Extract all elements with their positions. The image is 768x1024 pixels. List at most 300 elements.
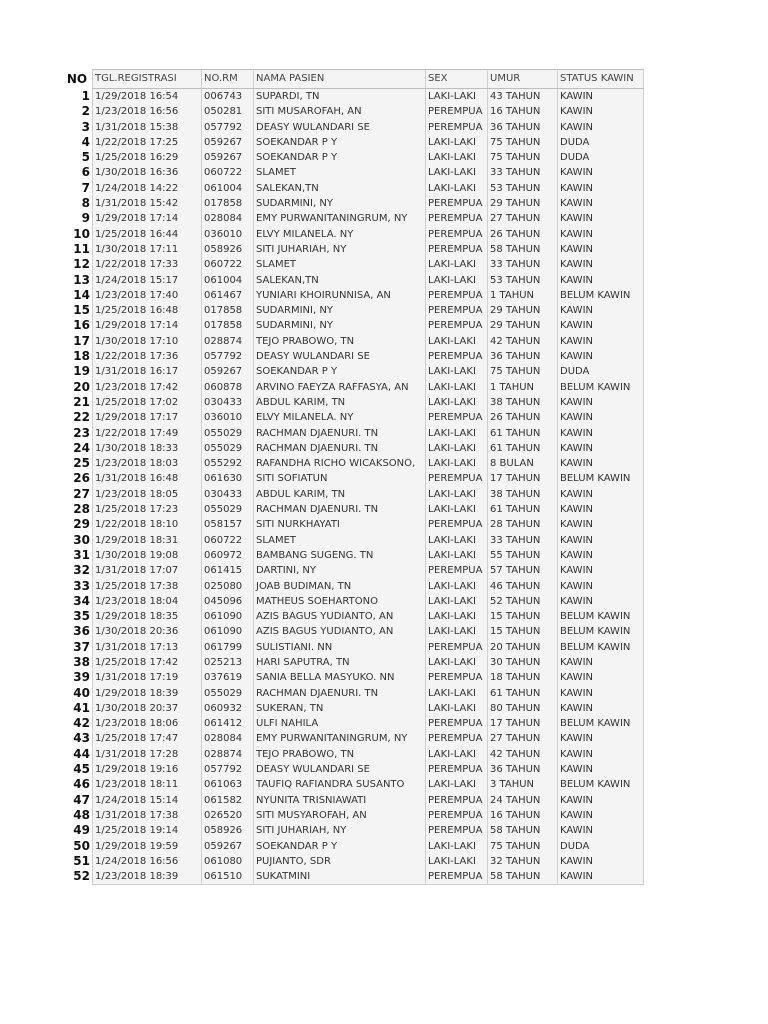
cell-status-kawin: KAWIN bbox=[558, 196, 644, 211]
row-number: 29 bbox=[64, 517, 93, 532]
row-number: 30 bbox=[64, 533, 93, 548]
cell-no-rm: 006743 bbox=[202, 89, 254, 105]
cell-status-kawin: KAWIN bbox=[558, 579, 644, 594]
table-row bbox=[64, 471, 644, 486]
cell-no-rm: 061080 bbox=[202, 854, 254, 869]
cell-tgl-registrasi: 1/22/2018 17:25 bbox=[93, 135, 202, 150]
cell-tgl-registrasi: 1/25/2018 16:29 bbox=[93, 150, 202, 165]
cell-sex: LAKI-LAKI bbox=[426, 364, 488, 379]
cell-tgl-registrasi: 1/30/2018 17:10 bbox=[93, 334, 202, 349]
cell-no-rm: 061004 bbox=[202, 273, 254, 288]
cell-status-kawin: KAWIN bbox=[558, 120, 644, 135]
cell-nama-pasien: ELVY MILANELA. NY bbox=[254, 410, 426, 425]
cell-sex: PEREMPUA bbox=[426, 762, 488, 777]
cell-no-rm: 060932 bbox=[202, 701, 254, 716]
cell-no-rm: 059267 bbox=[202, 364, 254, 379]
cell-tgl-registrasi: 1/31/2018 16:17 bbox=[93, 364, 202, 379]
cell-tgl-registrasi: 1/31/2018 17:19 bbox=[93, 670, 202, 685]
cell-umur: 38 TAHUN bbox=[488, 395, 558, 410]
table-row bbox=[64, 104, 644, 119]
table-row bbox=[64, 165, 644, 180]
cell-nama-pasien: SALEKAN,TN bbox=[254, 273, 426, 288]
cell-tgl-registrasi: 1/31/2018 17:07 bbox=[93, 563, 202, 578]
cell-sex: LAKI-LAKI bbox=[426, 257, 488, 272]
cell-tgl-registrasi: 1/31/2018 17:13 bbox=[93, 640, 202, 655]
row-number: 35 bbox=[64, 609, 93, 624]
cell-status-kawin: KAWIN bbox=[558, 808, 644, 823]
cell-no-rm: 061415 bbox=[202, 563, 254, 578]
cell-no-rm: 026520 bbox=[202, 808, 254, 823]
cell-sex: PEREMPUA bbox=[426, 869, 488, 885]
cell-status-kawin: KAWIN bbox=[558, 655, 644, 670]
cell-sex: LAKI-LAKI bbox=[426, 395, 488, 410]
cell-status-kawin: KAWIN bbox=[558, 211, 644, 226]
cell-sex: LAKI-LAKI bbox=[426, 502, 488, 517]
cell-tgl-registrasi: 1/29/2018 19:16 bbox=[93, 762, 202, 777]
cell-umur: 33 TAHUN bbox=[488, 257, 558, 272]
cell-nama-pasien: SUDARMINI, NY bbox=[254, 196, 426, 211]
cell-nama-pasien: MATHEUS SOEHARTONO bbox=[254, 594, 426, 609]
cell-no-rm: 028874 bbox=[202, 334, 254, 349]
cell-umur: 17 TAHUN bbox=[488, 471, 558, 486]
table-row bbox=[64, 120, 644, 135]
cell-umur: 58 TAHUN bbox=[488, 823, 558, 838]
table-row bbox=[64, 762, 644, 777]
cell-nama-pasien: SITI NURKHAYATI bbox=[254, 517, 426, 532]
table-row bbox=[64, 594, 644, 609]
cell-status-kawin: BELUM KAWIN bbox=[558, 716, 644, 731]
row-number: 38 bbox=[64, 655, 93, 670]
cell-nama-pasien: SLAMET bbox=[254, 533, 426, 548]
cell-nama-pasien: RACHMAN DJAENURI. TN bbox=[254, 441, 426, 456]
row-number: 44 bbox=[64, 747, 93, 762]
cell-tgl-registrasi: 1/30/2018 16:36 bbox=[93, 165, 202, 180]
cell-status-kawin: KAWIN bbox=[558, 456, 644, 471]
cell-nama-pasien: SUDARMINI, NY bbox=[254, 318, 426, 333]
cell-tgl-registrasi: 1/25/2018 16:48 bbox=[93, 303, 202, 318]
cell-nama-pasien: SULISTIANI. NN bbox=[254, 640, 426, 655]
cell-umur: 38 TAHUN bbox=[488, 487, 558, 502]
cell-nama-pasien: SLAMET bbox=[254, 165, 426, 180]
cell-no-rm: 055029 bbox=[202, 426, 254, 441]
row-number: 51 bbox=[64, 854, 93, 869]
cell-tgl-registrasi: 1/23/2018 18:06 bbox=[93, 716, 202, 731]
cell-tgl-registrasi: 1/24/2018 16:56 bbox=[93, 854, 202, 869]
cell-umur: 16 TAHUN bbox=[488, 104, 558, 119]
cell-sex: PEREMPUA bbox=[426, 120, 488, 135]
header-nama-pasien: NAMA PASIEN bbox=[254, 70, 426, 89]
cell-sex: LAKI-LAKI bbox=[426, 150, 488, 165]
cell-sex: LAKI-LAKI bbox=[426, 579, 488, 594]
cell-nama-pasien: TAUFIQ RAFIANDRA SUSANTO bbox=[254, 777, 426, 792]
cell-status-kawin: DUDA bbox=[558, 135, 644, 150]
row-number: 19 bbox=[64, 364, 93, 379]
table-row bbox=[64, 89, 644, 105]
row-number: 31 bbox=[64, 548, 93, 563]
row-number: 22 bbox=[64, 410, 93, 425]
row-number: 25 bbox=[64, 456, 93, 471]
cell-status-kawin: BELUM KAWIN bbox=[558, 777, 644, 792]
cell-tgl-registrasi: 1/31/2018 17:28 bbox=[93, 747, 202, 762]
cell-no-rm: 055029 bbox=[202, 502, 254, 517]
cell-tgl-registrasi: 1/22/2018 17:49 bbox=[93, 426, 202, 441]
cell-umur: 20 TAHUN bbox=[488, 640, 558, 655]
cell-sex: LAKI-LAKI bbox=[426, 777, 488, 792]
cell-no-rm: 060722 bbox=[202, 533, 254, 548]
cell-nama-pasien: RAFANDHA RICHO WICAKSONO, bbox=[254, 456, 426, 471]
cell-status-kawin: KAWIN bbox=[558, 426, 644, 441]
cell-nama-pasien: ELVY MILANELA. NY bbox=[254, 227, 426, 242]
cell-sex: PEREMPUA bbox=[426, 227, 488, 242]
cell-no-rm: 030433 bbox=[202, 395, 254, 410]
cell-nama-pasien: DEASY WULANDARI SE bbox=[254, 349, 426, 364]
cell-umur: 24 TAHUN bbox=[488, 793, 558, 808]
cell-nama-pasien: EMY PURWANITANINGRUM, NY bbox=[254, 731, 426, 746]
cell-umur: 29 TAHUN bbox=[488, 303, 558, 318]
cell-status-kawin: KAWIN bbox=[558, 701, 644, 716]
cell-tgl-registrasi: 1/25/2018 17:02 bbox=[93, 395, 202, 410]
table-row bbox=[64, 563, 644, 578]
row-number: 37 bbox=[64, 640, 93, 655]
cell-sex: LAKI-LAKI bbox=[426, 426, 488, 441]
cell-nama-pasien: SITI JUHARIAH, NY bbox=[254, 242, 426, 257]
cell-no-rm: 036010 bbox=[202, 227, 254, 242]
cell-no-rm: 055029 bbox=[202, 441, 254, 456]
cell-nama-pasien: ULFI NAHILA bbox=[254, 716, 426, 731]
cell-nama-pasien: SOEKANDAR P Y bbox=[254, 839, 426, 854]
cell-umur: 75 TAHUN bbox=[488, 135, 558, 150]
cell-nama-pasien: ABDUL KARIM, TN bbox=[254, 395, 426, 410]
row-number: 40 bbox=[64, 686, 93, 701]
cell-no-rm: 060972 bbox=[202, 548, 254, 563]
cell-status-kawin: KAWIN bbox=[558, 303, 644, 318]
cell-no-rm: 058157 bbox=[202, 517, 254, 532]
cell-tgl-registrasi: 1/31/2018 17:38 bbox=[93, 808, 202, 823]
cell-sex: PEREMPUA bbox=[426, 196, 488, 211]
cell-no-rm: 058926 bbox=[202, 823, 254, 838]
cell-status-kawin: BELUM KAWIN bbox=[558, 288, 644, 303]
cell-umur: 46 TAHUN bbox=[488, 579, 558, 594]
row-number: 12 bbox=[64, 257, 93, 272]
table-row bbox=[64, 579, 644, 594]
table-row bbox=[64, 150, 644, 165]
row-number: 15 bbox=[64, 303, 93, 318]
cell-status-kawin: BELUM KAWIN bbox=[558, 640, 644, 655]
cell-status-kawin: KAWIN bbox=[558, 318, 644, 333]
cell-tgl-registrasi: 1/23/2018 17:40 bbox=[93, 288, 202, 303]
cell-tgl-registrasi: 1/29/2018 18:35 bbox=[93, 609, 202, 624]
cell-nama-pasien: HARI SAPUTRA, TN bbox=[254, 655, 426, 670]
cell-sex: LAKI-LAKI bbox=[426, 89, 488, 105]
row-number: 10 bbox=[64, 227, 93, 242]
cell-nama-pasien: SITI MUSAROFAH, AN bbox=[254, 104, 426, 119]
cell-status-kawin: KAWIN bbox=[558, 854, 644, 869]
cell-status-kawin: KAWIN bbox=[558, 517, 644, 532]
cell-sex: LAKI-LAKI bbox=[426, 686, 488, 701]
table-row bbox=[64, 839, 644, 854]
table-row bbox=[64, 808, 644, 823]
cell-nama-pasien: RACHMAN DJAENURI. TN bbox=[254, 686, 426, 701]
cell-status-kawin: KAWIN bbox=[558, 823, 644, 838]
row-number: 1 bbox=[64, 89, 93, 105]
cell-status-kawin: KAWIN bbox=[558, 441, 644, 456]
cell-no-rm: 025080 bbox=[202, 579, 254, 594]
cell-no-rm: 061799 bbox=[202, 640, 254, 655]
cell-nama-pasien: SOEKANDAR P Y bbox=[254, 135, 426, 150]
cell-status-kawin: KAWIN bbox=[558, 349, 644, 364]
table-row bbox=[64, 334, 644, 349]
cell-nama-pasien: DEASY WULANDARI SE bbox=[254, 120, 426, 135]
cell-status-kawin: KAWIN bbox=[558, 548, 644, 563]
cell-status-kawin: KAWIN bbox=[558, 762, 644, 777]
table-row bbox=[64, 364, 644, 379]
cell-status-kawin: KAWIN bbox=[558, 869, 644, 885]
table-row bbox=[64, 624, 644, 639]
cell-umur: 42 TAHUN bbox=[488, 334, 558, 349]
row-number: 26 bbox=[64, 471, 93, 486]
cell-sex: LAKI-LAKI bbox=[426, 747, 488, 762]
cell-status-kawin: KAWIN bbox=[558, 563, 644, 578]
cell-umur: 33 TAHUN bbox=[488, 165, 558, 180]
row-number: 9 bbox=[64, 211, 93, 226]
cell-status-kawin: KAWIN bbox=[558, 227, 644, 242]
cell-umur: 57 TAHUN bbox=[488, 563, 558, 578]
row-number: 20 bbox=[64, 380, 93, 395]
cell-umur: 16 TAHUN bbox=[488, 808, 558, 823]
cell-tgl-registrasi: 1/25/2018 17:42 bbox=[93, 655, 202, 670]
cell-sex: LAKI-LAKI bbox=[426, 533, 488, 548]
cell-nama-pasien: PUJIANTO, SDR bbox=[254, 854, 426, 869]
cell-nama-pasien: AZIS BAGUS YUDIANTO, AN bbox=[254, 624, 426, 639]
table-row bbox=[64, 181, 644, 196]
row-number: 48 bbox=[64, 808, 93, 823]
cell-tgl-registrasi: 1/29/2018 18:31 bbox=[93, 533, 202, 548]
cell-no-rm: 060878 bbox=[202, 380, 254, 395]
cell-status-kawin: KAWIN bbox=[558, 181, 644, 196]
cell-sex: PEREMPUA bbox=[426, 410, 488, 425]
table-row bbox=[64, 410, 644, 425]
cell-tgl-registrasi: 1/29/2018 17:14 bbox=[93, 318, 202, 333]
cell-no-rm: 059267 bbox=[202, 150, 254, 165]
cell-umur: 61 TAHUN bbox=[488, 426, 558, 441]
cell-tgl-registrasi: 1/23/2018 18:05 bbox=[93, 487, 202, 502]
cell-nama-pasien: SITI JUHARIAH, NY bbox=[254, 823, 426, 838]
table-row bbox=[64, 487, 644, 502]
cell-tgl-registrasi: 1/23/2018 16:56 bbox=[93, 104, 202, 119]
cell-tgl-registrasi: 1/30/2018 18:33 bbox=[93, 441, 202, 456]
cell-sex: PEREMPUA bbox=[426, 104, 488, 119]
cell-tgl-registrasi: 1/29/2018 16:54 bbox=[93, 89, 202, 105]
table-row bbox=[64, 777, 644, 792]
patient-registration-table bbox=[64, 69, 644, 885]
cell-sex: LAKI-LAKI bbox=[426, 165, 488, 180]
row-number: 8 bbox=[64, 196, 93, 211]
table-row bbox=[64, 227, 644, 242]
cell-sex: LAKI-LAKI bbox=[426, 334, 488, 349]
cell-umur: 36 TAHUN bbox=[488, 120, 558, 135]
header-row bbox=[64, 70, 644, 89]
row-number: 16 bbox=[64, 318, 93, 333]
row-number: 50 bbox=[64, 839, 93, 854]
cell-status-kawin: KAWIN bbox=[558, 594, 644, 609]
table-row bbox=[64, 823, 644, 838]
cell-nama-pasien: TEJO PRABOWO, TN bbox=[254, 747, 426, 762]
cell-sex: LAKI-LAKI bbox=[426, 854, 488, 869]
cell-no-rm: 057792 bbox=[202, 120, 254, 135]
cell-no-rm: 045096 bbox=[202, 594, 254, 609]
cell-tgl-registrasi: 1/31/2018 16:48 bbox=[93, 471, 202, 486]
table-header bbox=[64, 70, 644, 89]
table-row bbox=[64, 701, 644, 716]
cell-no-rm: 060722 bbox=[202, 257, 254, 272]
cell-sex: LAKI-LAKI bbox=[426, 181, 488, 196]
table-row bbox=[64, 502, 644, 517]
cell-umur: 30 TAHUN bbox=[488, 655, 558, 670]
row-number: 45 bbox=[64, 762, 93, 777]
cell-tgl-registrasi: 1/25/2018 19:14 bbox=[93, 823, 202, 838]
cell-tgl-registrasi: 1/22/2018 17:36 bbox=[93, 349, 202, 364]
cell-tgl-registrasi: 1/24/2018 14:22 bbox=[93, 181, 202, 196]
row-number: 14 bbox=[64, 288, 93, 303]
cell-sex: PEREMPUA bbox=[426, 303, 488, 318]
row-number: 33 bbox=[64, 579, 93, 594]
cell-nama-pasien: ARVINO FAEYZA RAFFASYA, AN bbox=[254, 380, 426, 395]
cell-tgl-registrasi: 1/31/2018 15:38 bbox=[93, 120, 202, 135]
cell-status-kawin: KAWIN bbox=[558, 257, 644, 272]
cell-status-kawin: KAWIN bbox=[558, 487, 644, 502]
table-row bbox=[64, 288, 644, 303]
cell-umur: 36 TAHUN bbox=[488, 762, 558, 777]
row-number: 34 bbox=[64, 594, 93, 609]
cell-no-rm: 061063 bbox=[202, 777, 254, 792]
cell-umur: 52 TAHUN bbox=[488, 594, 558, 609]
cell-sex: PEREMPUA bbox=[426, 731, 488, 746]
cell-tgl-registrasi: 1/29/2018 17:14 bbox=[93, 211, 202, 226]
row-number: 43 bbox=[64, 731, 93, 746]
row-number: 6 bbox=[64, 165, 93, 180]
cell-status-kawin: DUDA bbox=[558, 364, 644, 379]
cell-tgl-registrasi: 1/23/2018 17:42 bbox=[93, 380, 202, 395]
cell-umur: 75 TAHUN bbox=[488, 364, 558, 379]
cell-status-kawin: BELUM KAWIN bbox=[558, 380, 644, 395]
cell-nama-pasien: SOEKANDAR P Y bbox=[254, 364, 426, 379]
cell-status-kawin: KAWIN bbox=[558, 533, 644, 548]
cell-umur: 58 TAHUN bbox=[488, 869, 558, 885]
cell-status-kawin: KAWIN bbox=[558, 686, 644, 701]
cell-umur: 15 TAHUN bbox=[488, 609, 558, 624]
cell-nama-pasien: DARTINI, NY bbox=[254, 563, 426, 578]
cell-nama-pasien: JOAB BUDIMAN, TN bbox=[254, 579, 426, 594]
table-row bbox=[64, 196, 644, 211]
cell-no-rm: 028084 bbox=[202, 731, 254, 746]
cell-status-kawin: KAWIN bbox=[558, 165, 644, 180]
cell-sex: PEREMPUA bbox=[426, 716, 488, 731]
cell-sex: PEREMPUA bbox=[426, 793, 488, 808]
cell-status-kawin: KAWIN bbox=[558, 395, 644, 410]
header-tgl-registrasi: TGL.REGISTRASI bbox=[93, 70, 202, 89]
table-row bbox=[64, 257, 644, 272]
cell-sex: PEREMPUA bbox=[426, 808, 488, 823]
cell-nama-pasien: SUKATMINI bbox=[254, 869, 426, 885]
cell-sex: PEREMPUA bbox=[426, 670, 488, 685]
table-row bbox=[64, 869, 644, 885]
table-row bbox=[64, 670, 644, 685]
cell-sex: PEREMPUA bbox=[426, 349, 488, 364]
cell-umur: 29 TAHUN bbox=[488, 196, 558, 211]
row-number: 39 bbox=[64, 670, 93, 685]
cell-nama-pasien: AZIS BAGUS YUDIANTO, AN bbox=[254, 609, 426, 624]
table-row bbox=[64, 533, 644, 548]
cell-tgl-registrasi: 1/29/2018 19:59 bbox=[93, 839, 202, 854]
row-number: 11 bbox=[64, 242, 93, 257]
header-no: NO bbox=[64, 70, 93, 89]
table-row bbox=[64, 686, 644, 701]
cell-tgl-registrasi: 1/23/2018 18:04 bbox=[93, 594, 202, 609]
cell-nama-pasien: RACHMAN DJAENURI. TN bbox=[254, 502, 426, 517]
cell-sex: PEREMPUA bbox=[426, 471, 488, 486]
table-row bbox=[64, 303, 644, 318]
cell-nama-pasien: SOEKANDAR P Y bbox=[254, 150, 426, 165]
cell-sex: PEREMPUA bbox=[426, 242, 488, 257]
cell-umur: 61 TAHUN bbox=[488, 502, 558, 517]
cell-nama-pasien: SITI MUSYAROFAH, AN bbox=[254, 808, 426, 823]
cell-status-kawin: KAWIN bbox=[558, 502, 644, 517]
cell-nama-pasien: NYUNITA TRISNIAWATI bbox=[254, 793, 426, 808]
cell-tgl-registrasi: 1/29/2018 17:17 bbox=[93, 410, 202, 425]
cell-tgl-registrasi: 1/24/2018 15:14 bbox=[93, 793, 202, 808]
row-number: 2 bbox=[64, 104, 93, 119]
cell-no-rm: 017858 bbox=[202, 196, 254, 211]
cell-tgl-registrasi: 1/31/2018 15:42 bbox=[93, 196, 202, 211]
cell-nama-pasien: EMY PURWANITANINGRUM, NY bbox=[254, 211, 426, 226]
cell-sex: LAKI-LAKI bbox=[426, 839, 488, 854]
row-number: 7 bbox=[64, 181, 93, 196]
cell-status-kawin: KAWIN bbox=[558, 747, 644, 762]
cell-umur: 75 TAHUN bbox=[488, 150, 558, 165]
table-row bbox=[64, 640, 644, 655]
cell-status-kawin: BELUM KAWIN bbox=[558, 609, 644, 624]
cell-nama-pasien: SUKERAN, TN bbox=[254, 701, 426, 716]
cell-tgl-registrasi: 1/22/2018 18:10 bbox=[93, 517, 202, 532]
cell-sex: LAKI-LAKI bbox=[426, 701, 488, 716]
cell-status-kawin: KAWIN bbox=[558, 273, 644, 288]
cell-tgl-registrasi: 1/30/2018 19:08 bbox=[93, 548, 202, 563]
cell-no-rm: 030433 bbox=[202, 487, 254, 502]
cell-nama-pasien: SALEKAN,TN bbox=[254, 181, 426, 196]
table-row bbox=[64, 349, 644, 364]
cell-no-rm: 061467 bbox=[202, 288, 254, 303]
cell-status-kawin: BELUM KAWIN bbox=[558, 624, 644, 639]
cell-umur: 53 TAHUN bbox=[488, 273, 558, 288]
cell-no-rm: 036010 bbox=[202, 410, 254, 425]
row-number: 47 bbox=[64, 793, 93, 808]
cell-status-kawin: KAWIN bbox=[558, 242, 644, 257]
cell-status-kawin: KAWIN bbox=[558, 104, 644, 119]
cell-tgl-registrasi: 1/25/2018 17:47 bbox=[93, 731, 202, 746]
cell-nama-pasien: SANIA BELLA MASYUKO. NN bbox=[254, 670, 426, 685]
table-row bbox=[64, 380, 644, 395]
cell-status-kawin: KAWIN bbox=[558, 793, 644, 808]
table-row bbox=[64, 731, 644, 746]
cell-umur: 53 TAHUN bbox=[488, 181, 558, 196]
cell-sex: PEREMPUA bbox=[426, 211, 488, 226]
cell-no-rm: 061090 bbox=[202, 624, 254, 639]
row-number: 49 bbox=[64, 823, 93, 838]
header-sex: SEX bbox=[426, 70, 488, 89]
table-row bbox=[64, 456, 644, 471]
table-body bbox=[64, 89, 644, 885]
cell-sex: LAKI-LAKI bbox=[426, 655, 488, 670]
